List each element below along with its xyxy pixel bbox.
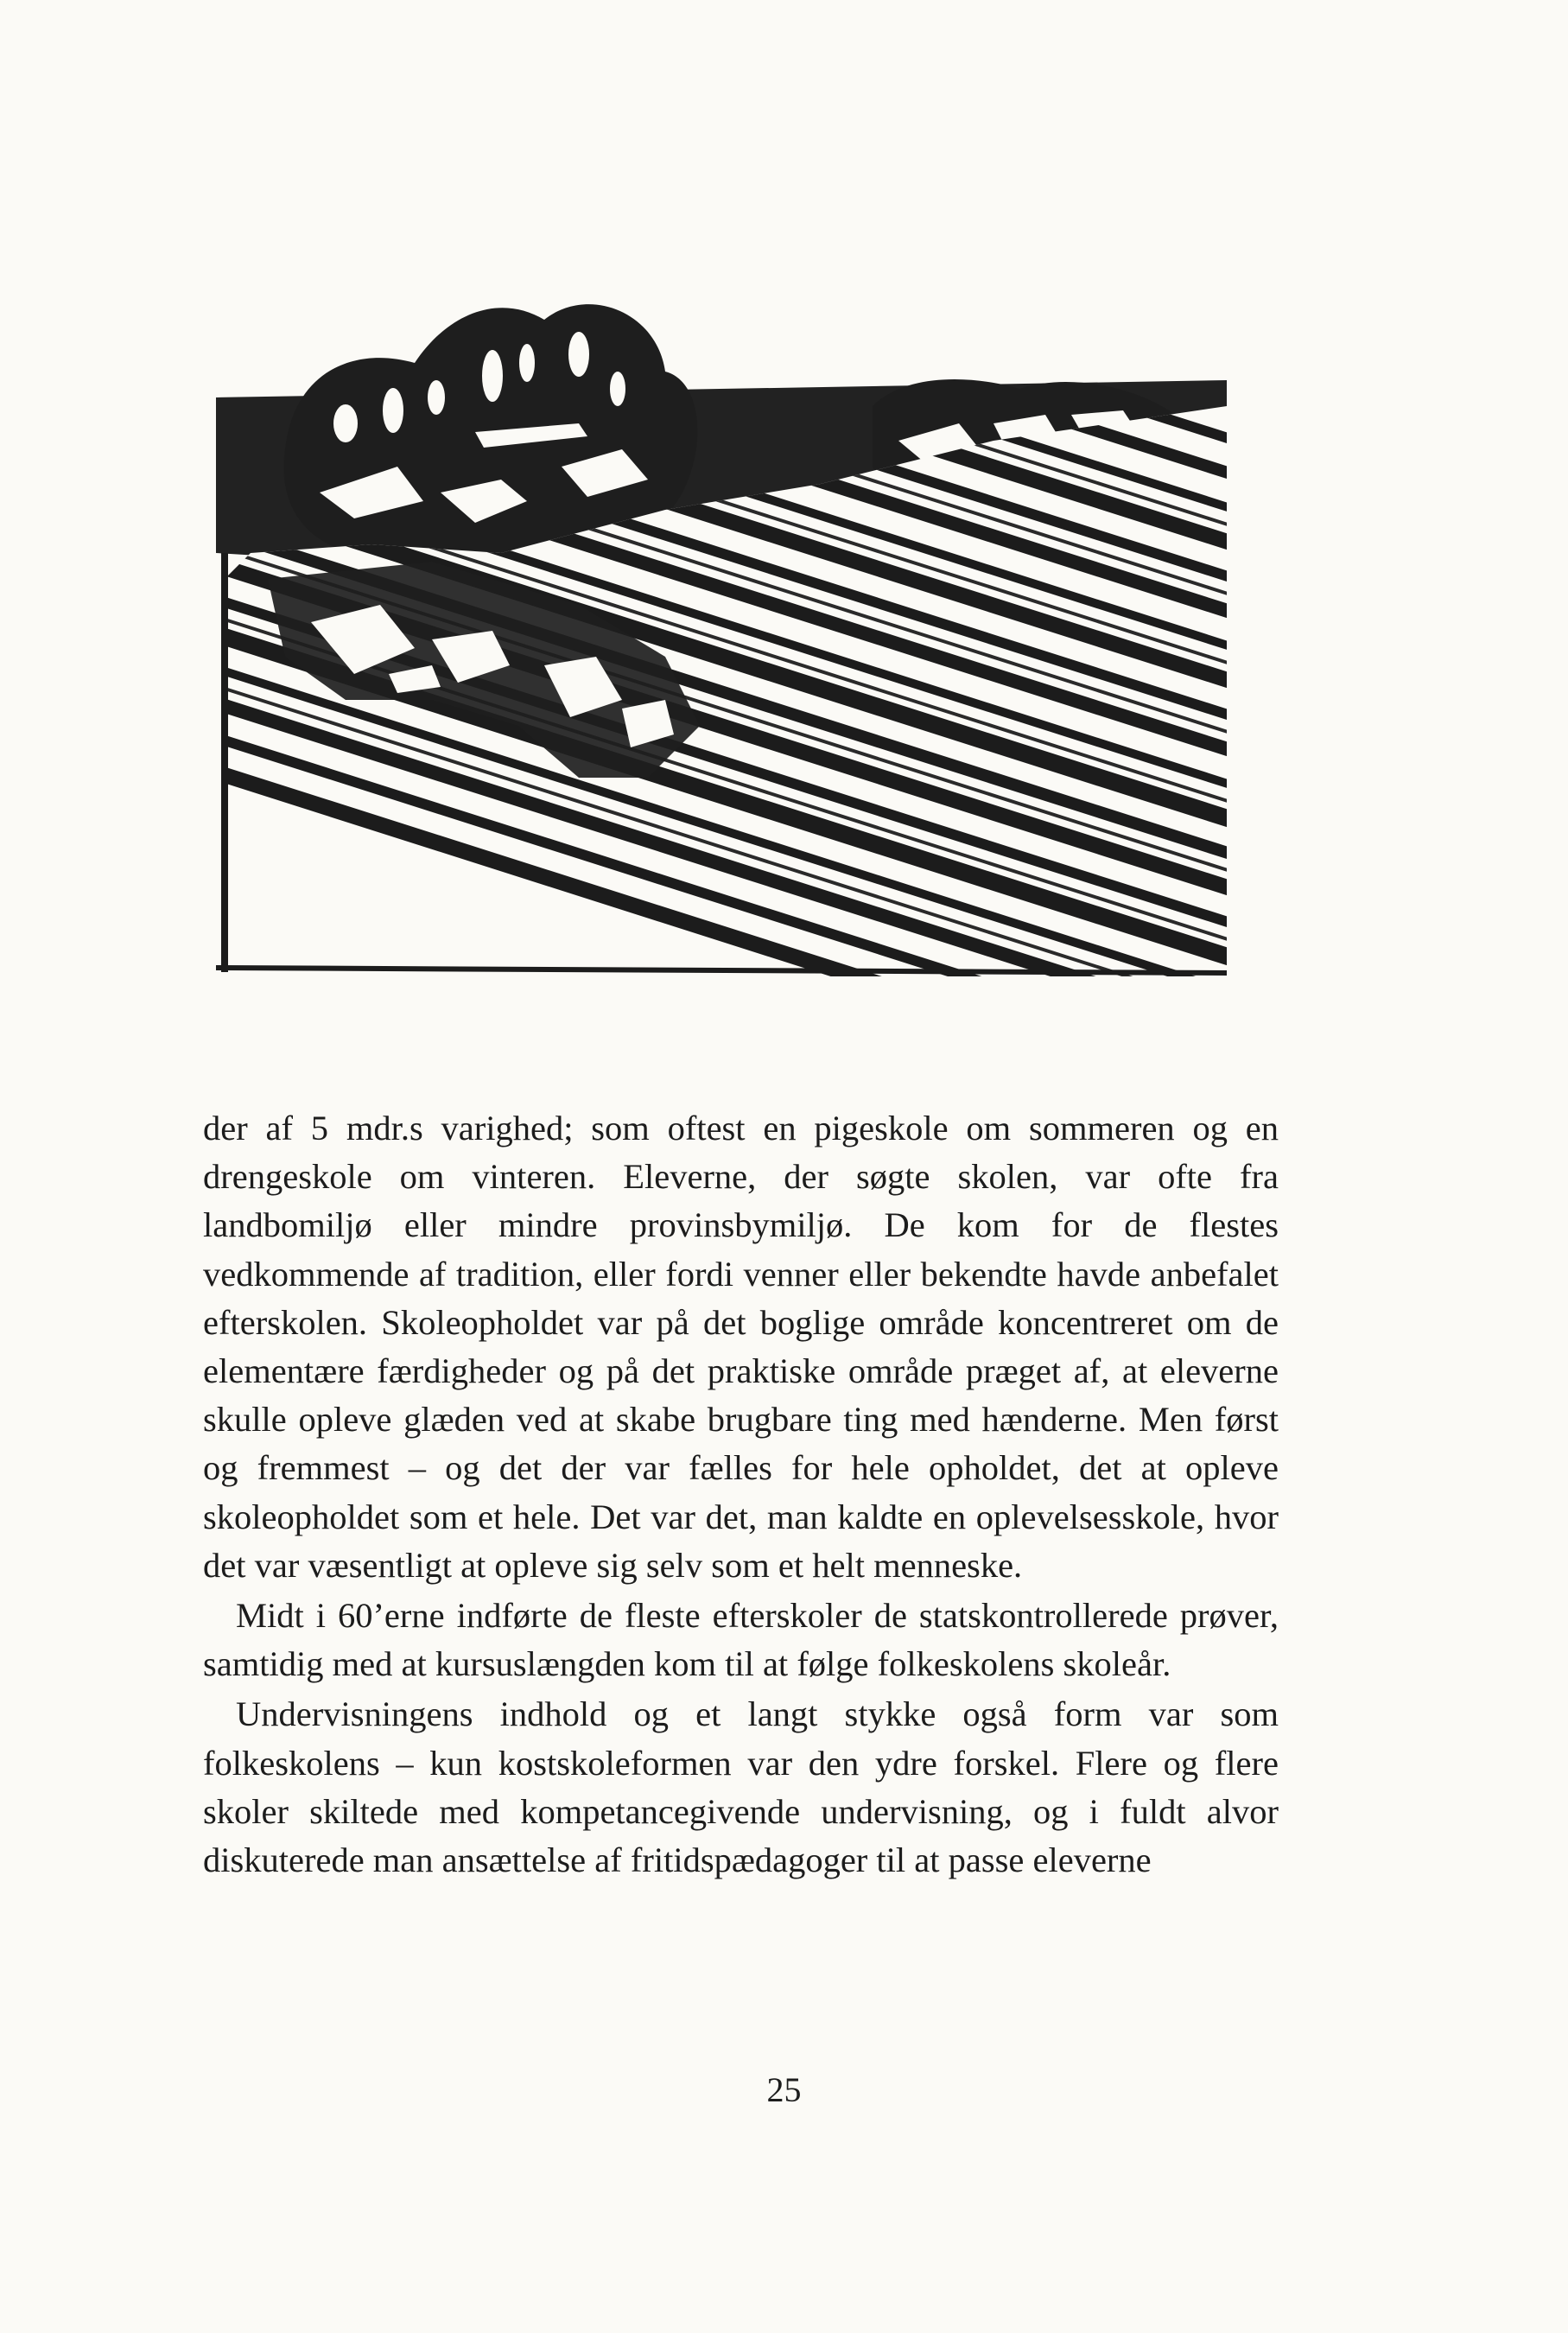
paragraph-3: Undervisningens indhold og et langt stykke også form var som folkeskolens – kun kostskoleformen var den ydre forskel. Flere og flere skoler skiltede med kompetancegivende undervisning, og i fuldt alvor diskuterede man ansættelse af fritidspædagoger til at passe eleverne: [203, 1694, 1279, 1880]
paragraph-2: Midt i 60’erne indførte de fleste efterskoler de statskontrollerede prøver, samtidig med at kursuslængden kom til at følge folkeskolens skoleår.: [203, 1596, 1279, 1684]
woodcut-illustration: [216, 294, 1227, 976]
page-number: 25: [766, 2070, 802, 2109]
body-text: [203, 1104, 1279, 1885]
paragraph-1: der af 5 mdr.s varighed; som oftest en pigeskole om sommeren og en drengeskole om vinteren. Eleverne, der søgte skolen, var ofte fra landbomiljø eller mindre provinsbymiljø. De kom for de flestes vedkommende af tradition, eller fordi venner eller bekendte havde anbefalet efterskolen. Skoleopholdet var på det boglige område koncentreret om de elementære færdigheder og på det praktiske område præget af, at eleverne skulle opleve glæden ved at skabe brugbare ting med hænderne. Men først og fremmest – og det der var fælles for hele opholdet, det at opleve skoleopholdet som et hele. Det var det, man kaldte en oplevelsesskole, hvor det var væsentligt at opleve sig selv som et helt menneske.: [203, 1109, 1279, 1585]
